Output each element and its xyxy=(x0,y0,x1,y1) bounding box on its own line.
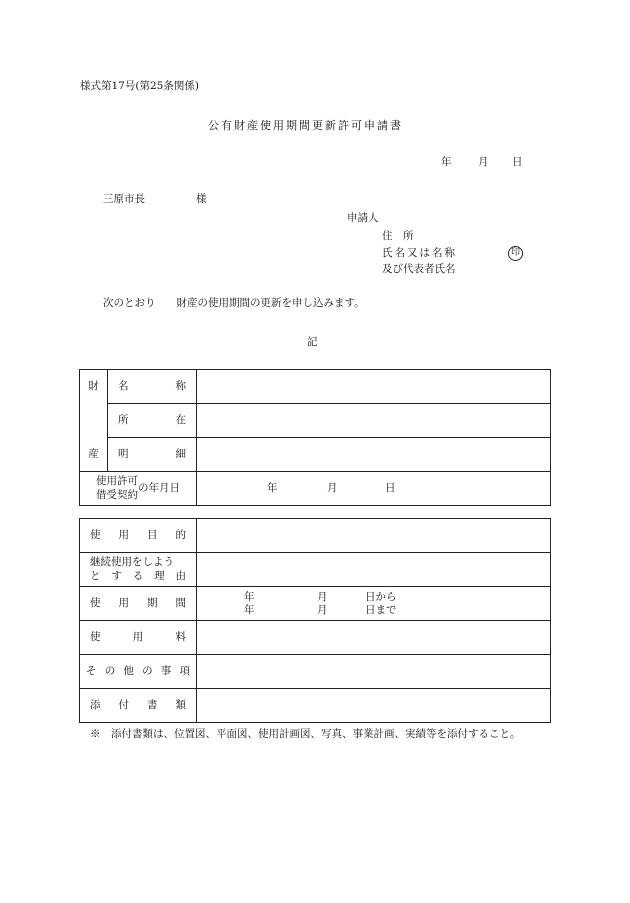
purpose-value[interactable] xyxy=(197,519,551,553)
period-value[interactable]: 年 月 日から 年 月 日まで xyxy=(197,587,551,621)
date-day: 日 xyxy=(512,156,523,168)
name-label: 名 称 xyxy=(118,379,186,392)
period-label: 使 用 期 間 xyxy=(90,596,186,609)
other-value[interactable] xyxy=(197,655,551,689)
reason-label: 継続使用をしよう と す る 理 由 xyxy=(80,553,197,587)
group-top-char: 財 xyxy=(88,379,99,392)
date-year: 年 xyxy=(441,156,452,168)
attachments-label: 添 付 書 類 xyxy=(90,698,186,711)
group-bottom-char: 産 xyxy=(88,448,99,461)
applicant-address-label: 住 所 xyxy=(382,230,414,242)
intro-text: 次のとおり 財産の使用期間の更新を申し込みます。 xyxy=(103,297,365,309)
purpose-label: 使 用 目 的 xyxy=(90,528,186,541)
seal-mark: 印 xyxy=(508,246,523,261)
applicant-representative-label: 及び代表者氏名 xyxy=(382,263,456,275)
usage-table xyxy=(79,518,551,723)
permit-date-value[interactable]: 年 月 日 xyxy=(197,472,551,506)
addressee-name: 三原市長 xyxy=(103,193,145,205)
date-month: 月 xyxy=(478,156,489,168)
property-group-label xyxy=(80,370,108,472)
location-label: 所 在 xyxy=(118,413,186,426)
fee-label: 使 用 料 xyxy=(90,630,186,643)
applicant-heading: 申請人 xyxy=(347,212,379,224)
details-label: 明 細 xyxy=(118,447,186,460)
ki-heading: 記 xyxy=(307,336,318,348)
attachments-value[interactable] xyxy=(197,689,551,723)
addressee-honorific: 様 xyxy=(196,193,207,205)
fee-value[interactable] xyxy=(197,621,551,655)
name-value[interactable] xyxy=(197,370,551,404)
details-value[interactable] xyxy=(197,438,551,472)
property-table xyxy=(79,369,551,506)
reason-value[interactable] xyxy=(197,553,551,587)
other-label: そ の 他 の 事 項 xyxy=(86,664,190,677)
permit-date-label: 使用許可 借受契約 の年月日 xyxy=(80,472,197,506)
form-number: 様式第17号(第25条関係) xyxy=(80,80,199,92)
footnote: ※ 添付書類は、位置図、平面図、使用計画図、写真、事業計画、実績等を添付すること。 xyxy=(90,728,521,740)
location-value[interactable] xyxy=(197,404,551,438)
applicant-name-label: 氏名又は名称 xyxy=(382,247,457,259)
page-title: 公有財産使用期間更新許可申請書 xyxy=(208,119,403,132)
